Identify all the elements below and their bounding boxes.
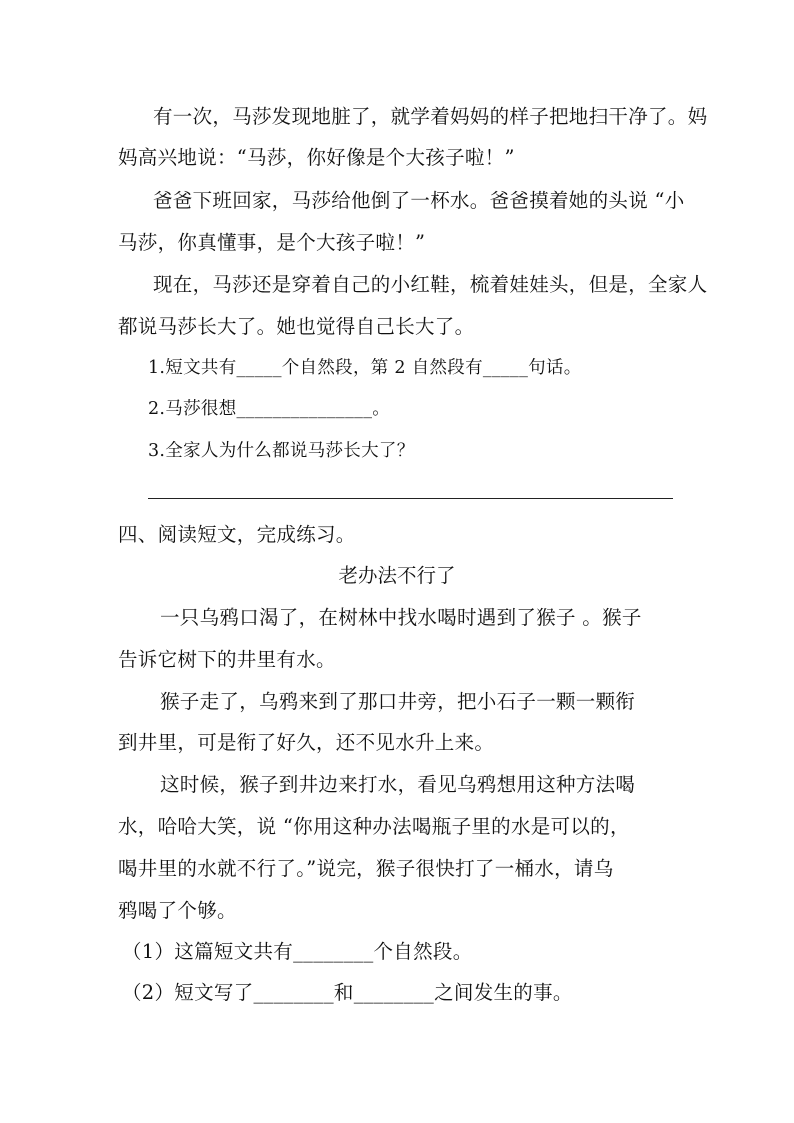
- paragraph-line: 都说马莎长大了。她也觉得自己长大了。: [118, 315, 475, 338]
- question-1: （1）这篇短文共有________个自然段。: [122, 940, 473, 963]
- question-2: 2.马莎很想_______________。: [148, 399, 391, 419]
- paragraph-line: 水，哈哈大笑，说 “你用这种办法喝瓶子里的水是可以的，: [118, 815, 630, 838]
- paragraph-line: 一只乌鸦口渴了，在树林中找水喝时遇到了猴子 。猴子: [160, 606, 642, 629]
- question-3: 3.全家人为什么都说马莎长大了？: [148, 441, 415, 461]
- question-2: （2）短文写了________和________之间发生的事。: [122, 981, 573, 1004]
- paragraph-line: 妈高兴地说：“马莎，你好像是个大孩子啦！”: [118, 146, 515, 169]
- paragraph-line: 鸦喝了个够。: [118, 899, 237, 922]
- paragraph-line: 爸爸下班回家，马莎给他倒了一杯水。爸爸摸着她的头说 “小: [153, 189, 685, 212]
- paragraph-line: 喝井里的水就不行了。”说完，猴子很快打了一桶水，请乌: [118, 857, 614, 880]
- question-1: 1.短文共有_____个自然段，第 2 自然段有_____句话。: [148, 358, 582, 378]
- paragraph-line: 到井里，可是衔了好久，还不见水升上来。: [118, 731, 495, 754]
- paragraph-line: 猴子走了，乌鸦来到了那口井旁，把小石子一颗一颗衔: [160, 690, 636, 713]
- paragraph-line: 这时候，猴子到井边来打水，看见乌鸦想用这种方法喝: [160, 773, 636, 796]
- passage-title: 老办法不行了: [338, 564, 456, 587]
- answer-line: [148, 498, 673, 499]
- paragraph-line: 现在，马莎还是穿着自己的小红鞋，梳着娃娃头，但是，全家人: [153, 273, 708, 296]
- paragraph-line: 告诉它树下的井里有水。: [118, 648, 336, 671]
- paragraph-line: 马莎，你真懂事，是个大孩子啦！”: [118, 231, 426, 254]
- section-heading: 四、阅读短文，完成练习。: [118, 523, 356, 546]
- paragraph-line: 有一次，马莎发现地脏了，就学着妈妈的样子把地扫干净了。妈: [153, 105, 708, 128]
